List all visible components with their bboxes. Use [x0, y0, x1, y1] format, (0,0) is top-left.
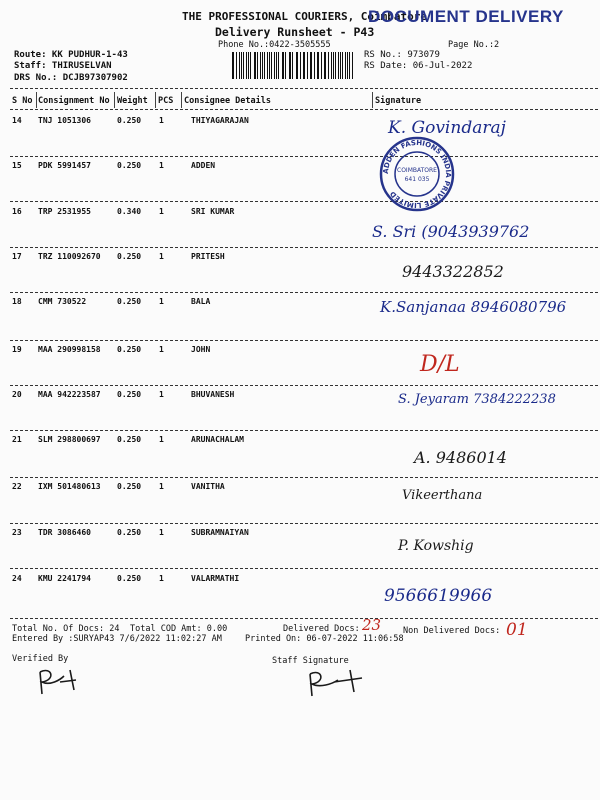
barcode — [232, 52, 354, 79]
non-delivered-count: 01 — [506, 620, 528, 640]
row-consignment: MAA 942223587 — [38, 390, 101, 399]
row-weight: 0.250 — [117, 574, 142, 583]
row-separator — [10, 156, 598, 157]
col-consignment: Consignment No — [38, 96, 110, 106]
row-signature: K. Govindaraj — [388, 118, 506, 138]
col-divider — [36, 92, 37, 108]
company-title: THE PROFESSIONAL COURIERS, Coimbatore — [182, 10, 428, 23]
row-consignee: SUBRAMNAIYAN — [191, 528, 249, 537]
row-pcs: 1 — [159, 116, 164, 125]
row-sno: 20 — [12, 390, 22, 399]
row-pcs: 1 — [159, 574, 164, 583]
rs-number: RS No.: 973079 — [364, 50, 440, 60]
row-consignment: TRP 2531955 — [38, 207, 91, 216]
row-sno: 17 — [12, 252, 22, 261]
row-sno: 24 — [12, 574, 22, 583]
row-sno: 19 — [12, 345, 22, 354]
row-signature: P. Kowshig — [398, 538, 474, 554]
staff: Staff: THIRUSELVAN — [14, 61, 112, 71]
row-sno: 16 — [12, 207, 22, 216]
printed-on: Printed On: 06-07-2022 11:06:58 — [245, 634, 404, 644]
page-number: Page No.:2 — [448, 40, 500, 50]
barcode-bar — [297, 52, 298, 79]
row-consignee: ADDEN — [191, 161, 216, 170]
barcode-bar — [239, 52, 240, 79]
row-separator — [10, 477, 598, 478]
drs-number: DRS No.: DCJB97307902 — [14, 73, 128, 83]
row-consignment: MAA 290998158 — [38, 345, 101, 354]
col-sno: S No — [12, 96, 33, 106]
row-consignee: BALA — [191, 297, 211, 306]
barcode-bar — [285, 52, 286, 79]
row-pcs: 1 — [159, 345, 164, 354]
entered-by: Entered By :SURYAP43 7/6/2022 11:02:27 AM — [12, 634, 222, 644]
staff-signature-label: Staff Signature — [272, 656, 349, 666]
row-weight: 0.250 — [117, 390, 142, 399]
row-separator — [10, 340, 598, 341]
row-consignment: KMU 2241794 — [38, 574, 91, 583]
row-consignee: THIYAGARAJAN — [191, 116, 249, 125]
delivered-label: Delivered Docs: — [283, 624, 360, 634]
row-pcs: 1 — [159, 482, 164, 491]
barcode-bar — [267, 52, 268, 79]
staff-signature — [300, 662, 380, 702]
seal-city: COIMBATORE — [397, 167, 437, 174]
row-consignee: ARUNACHALAM — [191, 435, 244, 444]
row-pcs: 1 — [159, 161, 164, 170]
non-delivered-label: Non Delivered Docs: — [403, 626, 501, 636]
col-weight: Weight — [117, 96, 148, 106]
row-consignee: VANITHA — [191, 482, 225, 491]
row-pcs: 1 — [159, 297, 164, 306]
row-signature: D/L — [420, 352, 460, 377]
row-weight: 0.340 — [117, 207, 142, 216]
row-consignee: VALARMATHI — [191, 574, 240, 583]
col-divider — [114, 92, 115, 108]
row-weight: 0.250 — [117, 528, 142, 537]
row-sno: 14 — [12, 116, 22, 125]
row-pcs: 1 — [159, 390, 164, 399]
row-consignment: PDK 5991457 — [38, 161, 91, 170]
row-separator — [10, 201, 598, 202]
row-weight: 0.250 — [117, 482, 142, 491]
document-delivery-stamp: DOCUMENT DELIVERY — [368, 7, 564, 26]
total-docs: Total No. Of Docs: 24 — [12, 624, 120, 634]
route: Route: KK PUDHUR-1-43 — [14, 50, 128, 60]
row-separator — [10, 385, 598, 386]
row-weight: 0.250 — [117, 297, 142, 306]
row-signature: A. 9486014 — [414, 448, 507, 467]
row-consignment: TNJ 1051306 — [38, 116, 91, 125]
row-weight: 0.250 — [117, 435, 142, 444]
barcode-bar — [314, 52, 315, 79]
delivered-count: 23 — [362, 616, 382, 634]
col-pcs: PCS — [158, 96, 174, 106]
row-pcs: 1 — [159, 207, 164, 216]
row-consignment: TDR 3086460 — [38, 528, 91, 537]
row-weight: 0.250 — [117, 345, 142, 354]
col-divider — [155, 92, 156, 108]
row-separator — [10, 292, 598, 293]
col-signature: Signature — [375, 96, 422, 106]
barcode-bar — [331, 52, 332, 79]
row-pcs: 1 — [159, 528, 164, 537]
row-signature: K.Sanjanaa 8946080796 — [380, 298, 567, 316]
runsheet-subtitle: Delivery Runsheet - P43 — [215, 25, 375, 39]
total-cod: Total COD Amt: 0.00 — [130, 624, 228, 634]
row-separator — [10, 618, 598, 619]
verified-by-label: Verified By — [12, 654, 69, 664]
col-consignee: Consignee Details — [184, 96, 271, 106]
row-consignee: SRI KUMAR — [191, 207, 235, 216]
rs-date: RS Date: 06-Jul-2022 — [364, 61, 473, 71]
row-consignee: PRITESH — [191, 252, 225, 261]
row-consignment: CMM 730522 — [38, 297, 87, 306]
row-separator — [10, 523, 598, 524]
header-separator-top — [10, 88, 598, 89]
row-separator — [10, 568, 598, 569]
row-signature: S. Jeyaram 7384222238 — [398, 392, 556, 407]
row-consignment: TRZ 110092670 — [38, 252, 101, 261]
verifier-signature — [30, 660, 90, 700]
row-weight: 0.250 — [117, 116, 142, 125]
row-weight: 0.250 — [117, 252, 142, 261]
row-consignment: SLM 298800697 — [38, 435, 101, 444]
row-separator — [10, 430, 598, 431]
phone-number: Phone No.:0422-3505555 — [218, 40, 331, 50]
row-weight: 0.250 — [117, 161, 142, 170]
col-divider — [372, 92, 373, 108]
row-signature: 9566619966 — [384, 586, 493, 606]
row-sno: 22 — [12, 482, 22, 491]
seal-text: ADDEN FASHIONS INDIA PRIVATE LIMITED — [381, 138, 453, 210]
header-separator-bottom — [10, 109, 598, 110]
seal-pin: 641 035 — [404, 176, 430, 183]
row-consignee: BHUVANESH — [191, 390, 235, 399]
row-pcs: 1 — [159, 435, 164, 444]
barcode-bar — [352, 52, 353, 79]
barcode-bar — [250, 52, 251, 79]
col-divider — [181, 92, 182, 108]
row-separator — [10, 247, 598, 248]
row-sno: 15 — [12, 161, 22, 170]
row-pcs: 1 — [159, 252, 164, 261]
row-signature: Vikeerthana — [402, 488, 483, 503]
row-sno: 18 — [12, 297, 22, 306]
row-consignment: IXM 501480613 — [38, 482, 101, 491]
row-consignee: JOHN — [191, 345, 211, 354]
row-sno: 23 — [12, 528, 22, 537]
company-seal — [378, 135, 456, 213]
row-sno: 21 — [12, 435, 22, 444]
row-signature: 9443322852 — [402, 262, 504, 281]
row-signature: S. Sri (9043939762 — [372, 222, 530, 241]
